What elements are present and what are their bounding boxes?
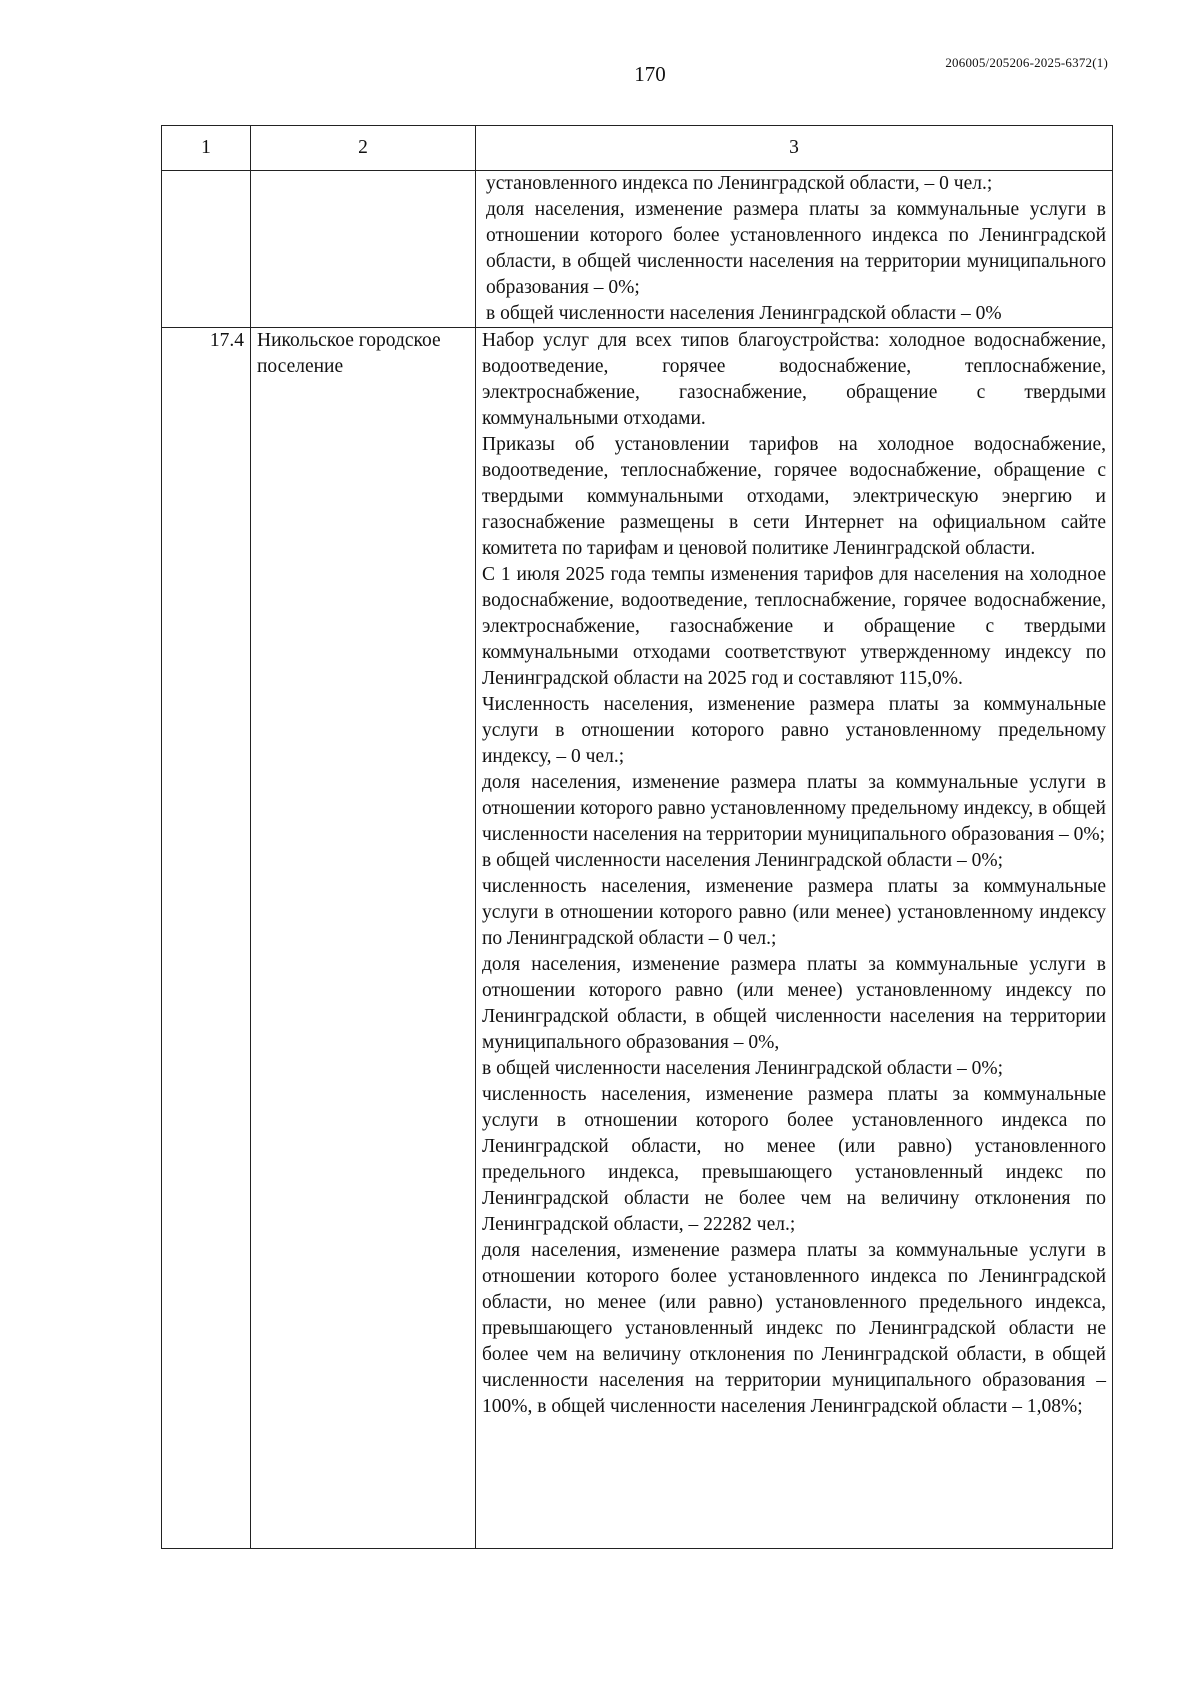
continuation-row: [162, 171, 1113, 328]
page-number: 170: [634, 62, 666, 86]
document-id: 206005/205206-2025-6372(1): [945, 55, 1108, 70]
continuation-name-cell: [251, 171, 476, 328]
header-col-1: 1: [162, 126, 251, 171]
header-col-3: 3: [476, 126, 1113, 171]
paragraph: в общей численности населения Ленинградской области – 0%;: [482, 850, 1004, 871]
paragraph: в общей численности населения Ленинградской области – 0%: [486, 303, 1002, 324]
header-row: [162, 126, 1113, 171]
paragraph: численность населения, изменение размера платы за коммунальные услуги в отношении которого равно (или менее) установленному индексу по Ленинградской области – 0 чел.;: [482, 876, 1106, 949]
data-table: [161, 125, 1113, 1549]
paragraph: доля населения, изменение размера платы за коммунальные услуги в отношении которого более установленного индекса по Ленинградской области, но менее (или равно) установленного предельного индекса, превышающего установленный индекс по Ленинградской области не более чем на величину отклонения по Ленинградской области, в общей численности населения на территории муниципального образования – 100%, в общей численности населения Ленинградской области – 1,08%;: [482, 1240, 1106, 1417]
continuation-number-cell: [162, 171, 251, 328]
paragraph: численность населения, изменение размера платы за коммунальные услуги в отношении которого более установленного индекса по Ленинградской области, но менее (или равно) установленного предельного индекса, превышающего установленный индекс по Ленинградской области не более чем на величину отклонения по Ленинградской области, – 22282 чел.;: [482, 1084, 1106, 1235]
header-col-2: 2: [251, 126, 476, 171]
settlement-name: Никольское городское поселение: [251, 328, 476, 1549]
row-description: [476, 328, 1113, 1549]
table-row: [162, 328, 1113, 1549]
paragraph: С 1 июля 2025 года темпы изменения тарифов для населения на холодное водоснабжение, водоотведение, теплоснабжение, горячее водоснабжение, электроснабжение, газоснабжение и обращение с твердыми коммунальными отходами соответствуют утвержденному индексу по Ленинградской области на 2025 год и составляют 115,0%.: [482, 564, 1106, 689]
paragraph: доля населения, изменение размера платы за коммунальные услуги в отношении которого равно установленному предельному индексу, в общей численности населения на территории муниципального образования – 0%;: [482, 772, 1106, 845]
paragraph: доля населения, изменение размера платы за коммунальные услуги в отношении которого равно (или менее) установленному индексу по Ленинградской области, в общей численности населения на территории муниципального образования – 0%,: [482, 954, 1106, 1053]
paragraph: доля населения, изменение размера платы за коммунальные услуги в отношении которого более установленного индекса по Ленинградской области, в общей численности населения на территории муниципального образования – 0%;: [486, 199, 1106, 298]
row-number: 17.4: [162, 328, 251, 1549]
paragraph: в общей численности населения Ленинградской области – 0%;: [482, 1058, 1004, 1079]
paragraph: Приказы об установлении тарифов на холодное водоснабжение, водоотведение, теплоснабжение, горячее водоснабжение, обращение с твердыми коммунальными отходами, электрическую энергию и газоснабжение размещены в сети Интернет на официальном сайте комитета по тарифам и ценовой политике Ленинградской области.: [482, 434, 1106, 559]
paragraph: Численность населения, изменение размера платы за коммунальные услуги в отношении которого равно установленному предельному индексу, – 0 чел.;: [482, 694, 1106, 767]
continuation-text-cell: [476, 171, 1113, 328]
paragraph: Набор услуг для всех типов благоустройства: холодное водоснабжение, водоотведение, горячее водоснабжение, теплоснабжение, электроснабжение, газоснабжение, обращение с твердыми коммунальными отходами.: [482, 330, 1106, 429]
paragraph: установленного индекса по Ленинградской области, – 0 чел.;: [486, 173, 993, 194]
